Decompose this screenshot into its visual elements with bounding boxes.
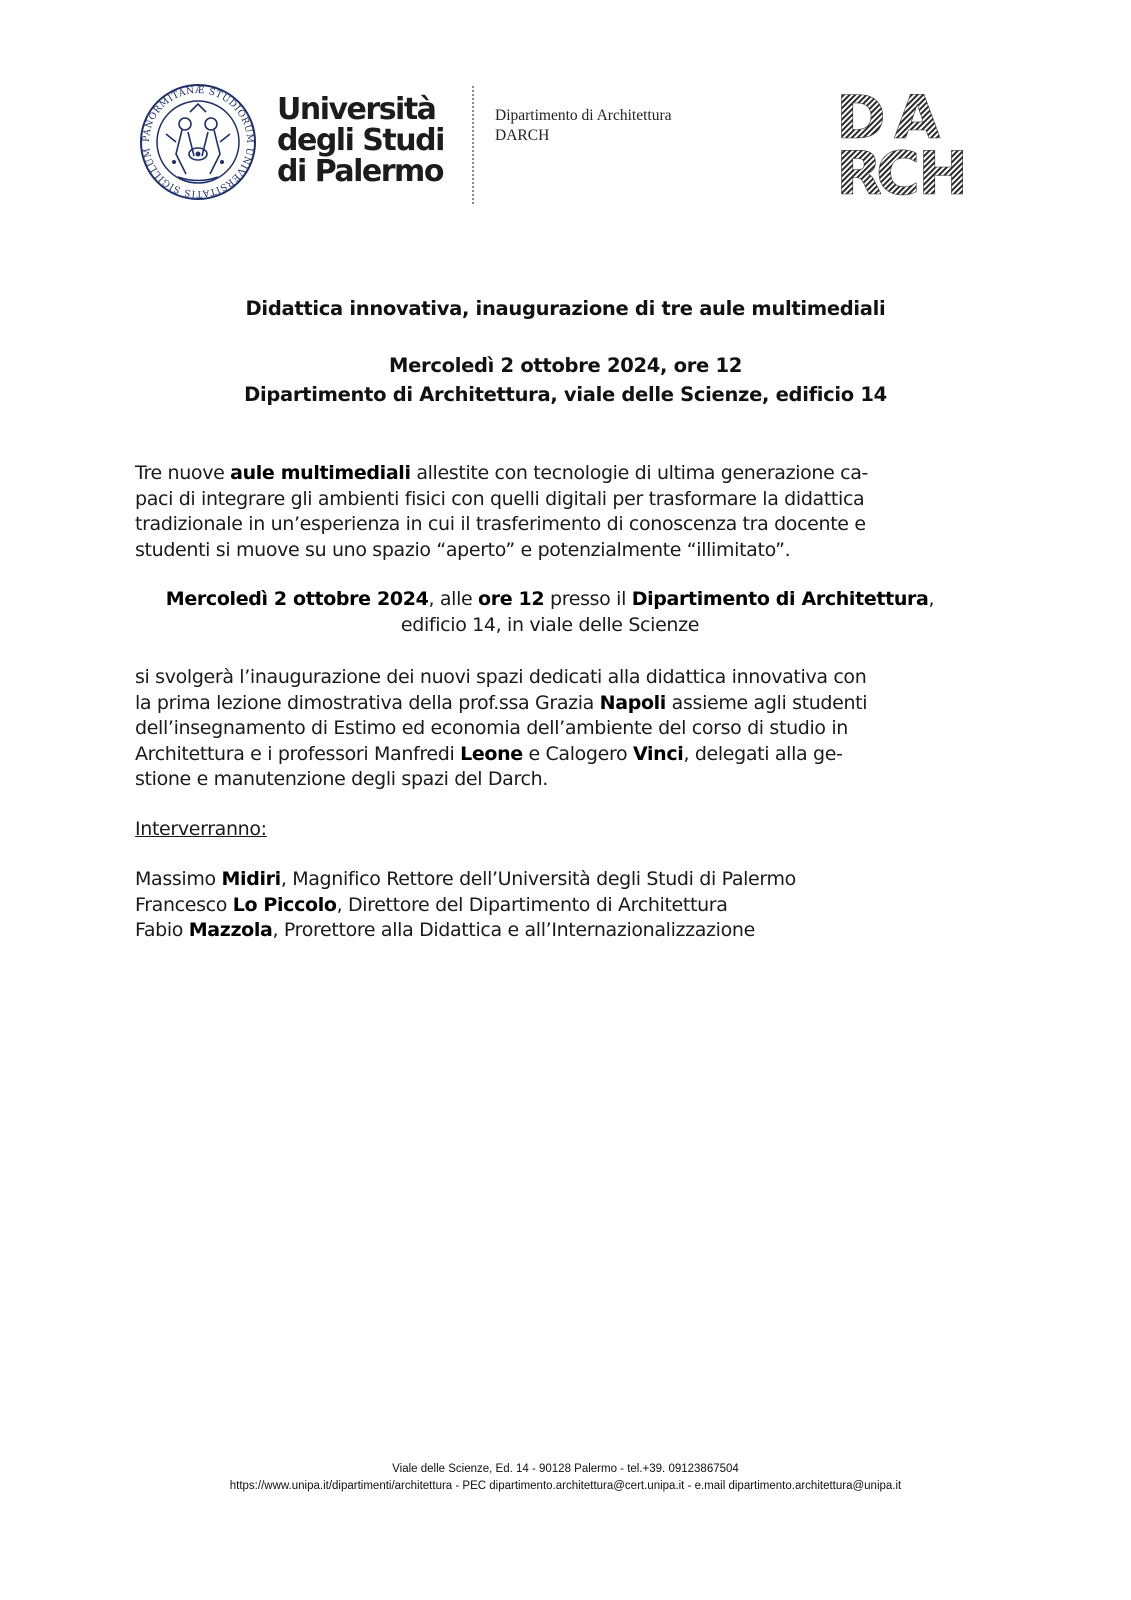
footer-contacts: https://www.unipa.it/dipartimenti/architettura - PEC dipartimento.architettura@cert.unipa.it - e.mail dipartimento.architettura@unipa.it xyxy=(229,1480,902,1492)
bold-text: Mercoledì 2 ottobre 2024 xyxy=(165,588,429,610)
bold-text: Dipartimento di Architettura xyxy=(631,588,929,610)
text-run: assieme agli studenti xyxy=(665,691,868,714)
speaker-item xyxy=(135,918,995,944)
speaker-first-name: Fabio xyxy=(135,919,189,941)
department-acronym: DARCH xyxy=(495,127,550,144)
text-run: e Calogero xyxy=(522,742,633,765)
document-title: Didattica innovativa, inaugurazione di tre aule multimediali xyxy=(245,297,886,320)
logo-letter-d: D xyxy=(836,83,886,153)
bold-text: Leone xyxy=(460,742,523,765)
event-announcement xyxy=(100,587,1000,638)
footer-address: Viale delle Scienze, Ed. 14 - 90128 Palermo - tel.+39. 09123867504 xyxy=(392,1463,739,1475)
text-line: si svolgerà l’inaugurazione dei nuovi spazi dedicati alla didattica innovativa con xyxy=(135,666,867,688)
text-line: paci di integrare gli ambienti fisici con quelli digitali per trasformare la didattica xyxy=(135,487,865,510)
logo-letter-h: H xyxy=(918,139,969,209)
text-run: presso il xyxy=(544,588,632,610)
event-date: Mercoledì 2 ottobre 2024, ore 12 xyxy=(389,354,742,377)
text-run: allestite con tecnologie di ultima generazione ca- xyxy=(410,462,869,484)
university-name-line: di Palermo xyxy=(277,154,443,189)
university-name-line: degli Studi xyxy=(277,123,444,158)
speaker-role: , Magnifico Rettore dell’Università degli Studi di Palermo xyxy=(280,868,796,890)
text-line xyxy=(135,461,995,487)
logo-letter-a: A xyxy=(894,83,941,153)
bold-text: aule multimediali xyxy=(230,462,411,484)
event-place: Dipartimento di Architettura, viale delle Scienze, edificio 14 xyxy=(244,383,887,406)
bold-text: Vinci xyxy=(633,742,684,765)
speaker-role: , Prorettore alla Didattica e all’Internazionalizzazione xyxy=(272,919,755,941)
speaker-item xyxy=(135,893,995,919)
text-line: studenti si muove su uno spazio “aperto” e potenzialmente “illimitato”. xyxy=(135,538,791,561)
text-line: dell’insegnamento di Estimo ed economia dell’ambiente del corso di studio in xyxy=(135,717,848,739)
speakers-list xyxy=(135,867,995,944)
bold-text: Napoli xyxy=(599,691,666,714)
speaker-first-name: Massimo xyxy=(135,868,222,890)
text-run: , xyxy=(928,588,935,610)
department-name: Dipartimento di Architettura xyxy=(495,107,672,124)
text-run: , alle xyxy=(428,588,479,610)
bold-text: ore 12 xyxy=(478,588,545,610)
speaker-item xyxy=(135,867,995,893)
university-seal-logo xyxy=(138,82,258,202)
speaker-role: , Direttore del Dipartimento di Architettura xyxy=(336,893,728,916)
speakers-heading: Interverranno: xyxy=(135,818,267,840)
logo-letter-c: C xyxy=(876,139,921,209)
text-run: la prima lezione dimostrativa della prof.ssa Grazia xyxy=(135,691,600,714)
department-block xyxy=(495,106,671,146)
intro-paragraph xyxy=(135,461,995,563)
text-line: tradizionale in un’esperienza in cui il trasferimento di conoscenza tra docente e xyxy=(135,513,866,535)
speaker-last-name: Mazzola xyxy=(188,919,273,941)
text-run: Tre nuove xyxy=(135,462,231,484)
header-divider xyxy=(472,86,474,204)
text-line: stione e manutenzione degli spazi del Darch. xyxy=(135,768,548,790)
logo-letter-r: R xyxy=(836,139,883,209)
text-line xyxy=(135,742,995,768)
text-line xyxy=(100,587,1000,613)
speaker-first-name: Francesco xyxy=(135,893,233,916)
speaker-last-name: Lo Piccolo xyxy=(232,893,337,916)
seal-text: PANORMITANÆ STUDIORUM UNIVERSITATIS SIGILLUM xyxy=(140,84,256,200)
darch-logo xyxy=(836,83,969,209)
text-line xyxy=(135,691,995,717)
text-line: edificio 14, in viale delle Scienze xyxy=(400,613,700,636)
text-run: , delegati alla ge- xyxy=(683,742,843,765)
university-name-line: Università xyxy=(277,92,436,127)
speaker-last-name: Midiri xyxy=(221,868,281,890)
svg-text:PANORMITANÆ STUDIORUM UNIVERSI xyxy=(141,85,255,199)
details-paragraph xyxy=(135,665,995,793)
text-run: Architettura e i professori Manfredi xyxy=(135,742,461,765)
university-name xyxy=(277,94,467,187)
